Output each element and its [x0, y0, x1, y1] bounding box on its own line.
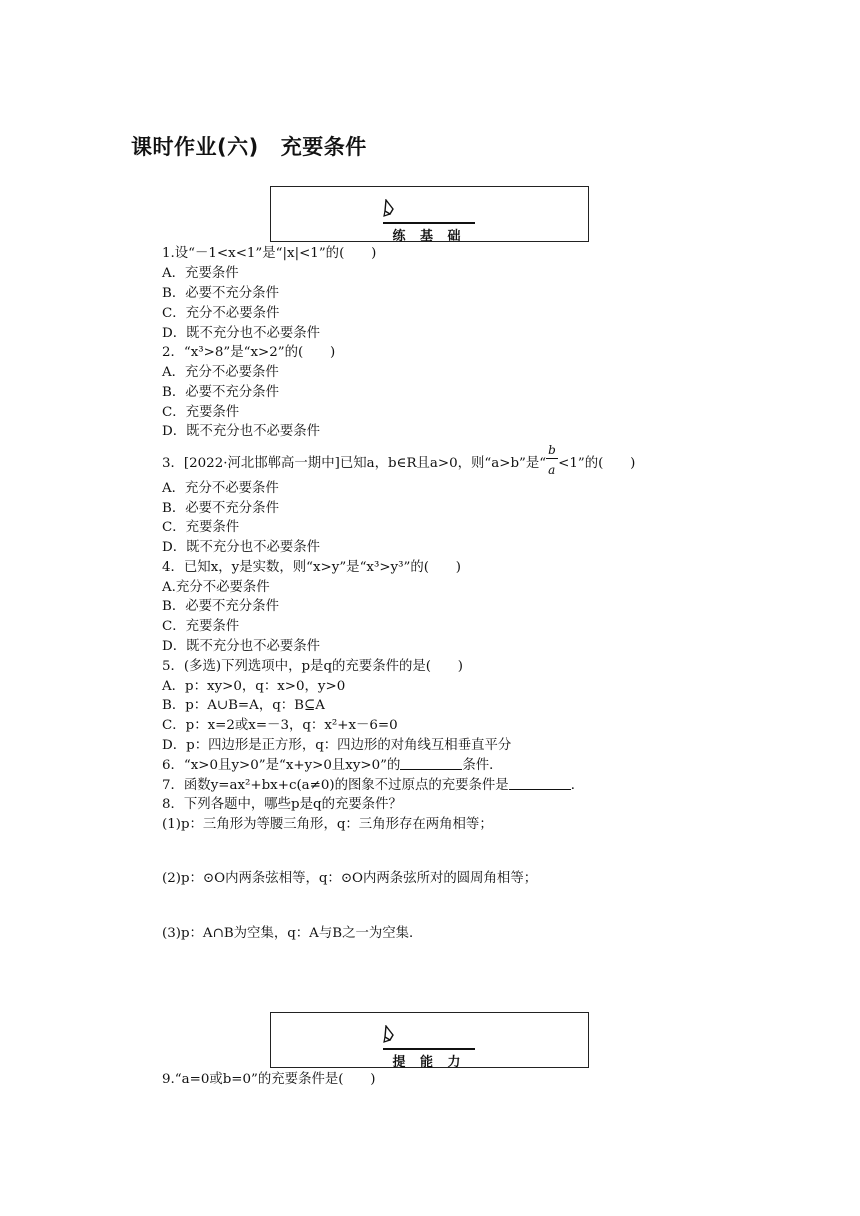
option-line: B．必要不充分条件	[162, 599, 279, 614]
question-8: 8．下列各题中，哪些p是q的充要条件？	[162, 797, 402, 812]
question-7	[162, 777, 584, 794]
option-line: D．既不充分也不必要条件	[162, 639, 321, 654]
option-line: D．既不充分也不必要条件	[162, 540, 321, 555]
q7-end: ．	[570, 778, 585, 793]
option-line: C．充分不必要条件	[162, 306, 280, 321]
q6-text-post: 条件．	[462, 758, 503, 773]
option-line: C．充要条件	[162, 405, 240, 420]
option-line: D．既不充分也不必要条件	[162, 424, 321, 439]
pen-icon	[383, 199, 397, 217]
option-line: A．充分不必要条件	[162, 481, 279, 496]
q6-text-pre: 6．“x>0且y>0”是“x+y>0且xy>0”的	[162, 758, 401, 773]
question-8-part-2: (2)p：⊙O内两条弦相等，q：⊙O内两条弦所对的圆周角相等；	[162, 871, 538, 886]
question-8-part-1: (1)p：三角形为等腰三角形，q：三角形存在两角相等；	[162, 817, 493, 832]
answer-blank[interactable]	[509, 777, 571, 790]
question-9: 9.“a=0或b=0”的充要条件是( )	[162, 1072, 376, 1087]
section-rule	[383, 1048, 475, 1050]
q7-text: 7．函数y=ax²+bx+c(a≠0)的图象不过原点的充要条件是	[162, 778, 509, 793]
question-1: 1.设“－1<x<1”是“|x|<1”的( )	[162, 246, 377, 261]
section-header-advanced	[270, 1012, 589, 1068]
question-5: 5．(多选)下列选项中，p是q的充要条件的是( )	[162, 659, 463, 674]
option-line: C．充要条件	[162, 520, 240, 535]
question-3	[162, 443, 636, 477]
option-line: A．充分不必要条件	[162, 365, 279, 380]
option-line: C．p：x=2或x=－3，q：x²+x－6=0	[162, 718, 398, 733]
question-4: 4．已知x，y是实数，则“x>y”是“x³>y³”的( )	[162, 560, 461, 575]
option-line: A．p：xy>0，q：x>0，y>0	[162, 679, 346, 694]
question-8-part-3: (3)p：A∩B为空集，q：A与B之一为空集．	[162, 926, 423, 941]
section-rule	[383, 222, 475, 224]
option-line: B．必要不充分条件	[162, 385, 279, 400]
option-line: B．必要不充分条件	[162, 286, 279, 301]
answer-blank[interactable]	[400, 757, 462, 770]
section-label: 练 基 础	[392, 229, 466, 244]
q3-text-post: <1”的( )	[558, 456, 636, 471]
fraction-denominator: a	[548, 463, 556, 477]
q3-text-pre: 3．[2022·河北邯郸高一期中]已知a，b∈R且a>0，则“a>b”是“	[162, 456, 547, 471]
question-6	[162, 757, 503, 774]
topic-label: 充要条件	[280, 135, 367, 159]
option-line: A.充分不必要条件	[162, 580, 270, 595]
page-title	[131, 131, 367, 161]
option-line: A．充要条件	[162, 266, 239, 281]
option-line: C．充要条件	[162, 619, 240, 634]
question-2: 2．“x³>8”是“x>2”的( )	[162, 345, 336, 360]
section-label: 提 能 力	[392, 1055, 466, 1070]
fraction-b-over-a	[546, 443, 558, 477]
lesson-label: 课时作业(六)	[131, 135, 259, 159]
pen-icon	[383, 1025, 397, 1043]
option-line: D．p：四边形是正方形，q：四边形的对角线互相垂直平分	[162, 738, 512, 753]
option-line: D．既不充分也不必要条件	[162, 326, 321, 341]
fraction-numerator: b	[548, 443, 556, 457]
option-line: B．必要不充分条件	[162, 501, 279, 516]
section-header-basic	[270, 186, 589, 242]
option-line: B．p：A∪B=A，q：B⊆A	[162, 698, 325, 713]
